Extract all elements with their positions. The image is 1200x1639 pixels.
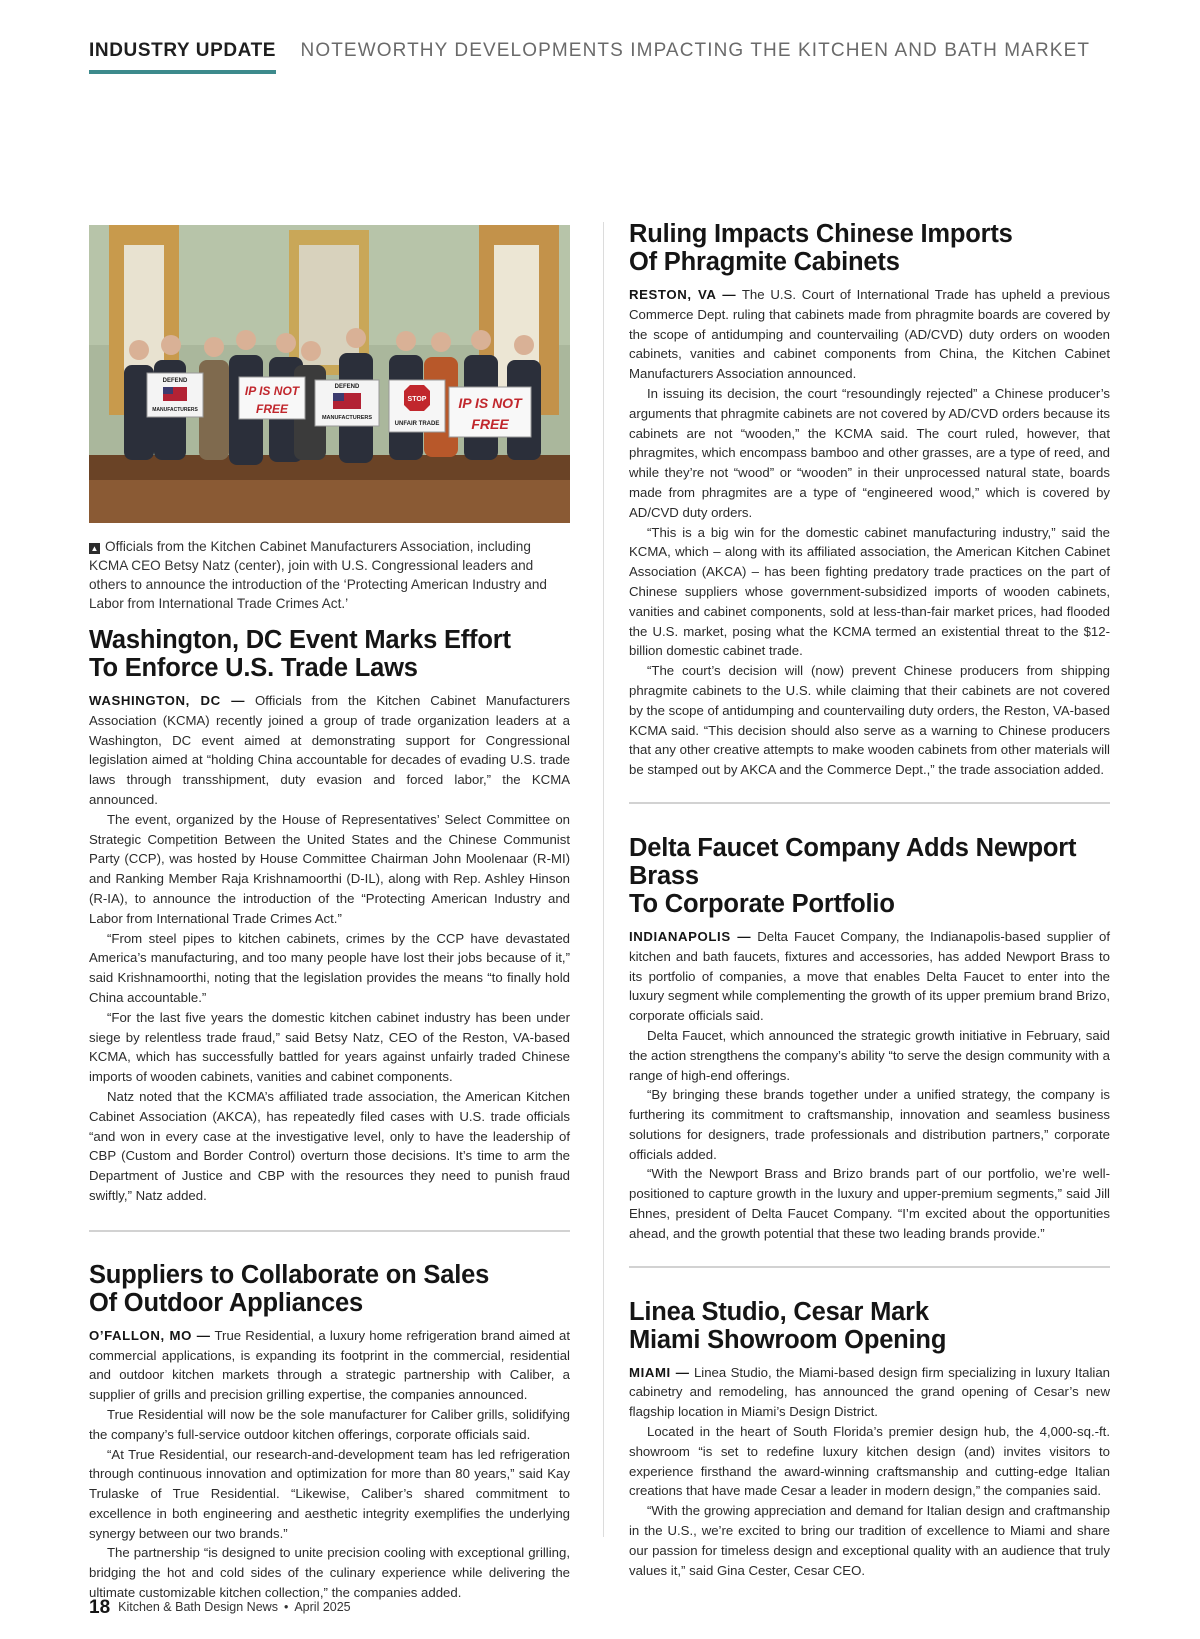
sign-ip-text-2: IP IS NOT [458,395,522,411]
issue-date: April 2025 [294,1600,351,1614]
headline-line-2: Of Outdoor Appliances [89,1288,363,1317]
dateline: MIAMI — [629,1364,690,1380]
dateline: O’FALLON, MO — [89,1327,211,1343]
sign-free-text-1: FREE [255,402,289,416]
paragraph: Delta Faucet Company, the Indianapolis-based supplier of kitchen and bath faucets, fixtures and accessories, has added Newport Brass to its portfolio of companies, a move that enables Delta Faucet to enter into the luxury segment while complementing the growth of its upper premium brand Brizo, corporate officials said. [629,928,1110,1024]
sign-stop-unfair-trade [389,380,445,432]
sign-defend-1-bottom: MANUFACTURERS [152,407,198,413]
headline-line-2: To Enforce U.S. Trade Laws [89,654,418,682]
article-linea [629,1298,1110,1581]
sign-defend-2-top: DEFEND [334,384,360,390]
paragraph: In issuing its decision, the court “resoundingly rejected” a Chinese producer’s arguments that phragmite cabinets are not covered by AD/CVD orders because its cabinets are not “wooden,” the KCMA said. The court ruled, however, that phragmites, which encompass bamboo and other grasses, are a type of reed, and while they’re not “wood” or “wooden” in their unprocessed natural state, boards made from phragmites are a type of “engineered wood,” which is covered by AD/CVD duty orders. [629,385,1110,520]
paragraph: Officials from the Kitchen Cabinet Manufacturers Association (KCMA) recently joined a group of trade organization leaders at a Washington, DC event aimed at demonstrating support for Congressional legislation aimed at “holding China accountable for decades of evading U.S. trade laws through transshipment, duty evasion and forced labor,” the KCMA announced. [89,693,571,807]
right-column [629,220,1110,1580]
article-ruling-headline [629,220,1110,276]
article-washington [89,626,570,1206]
headline-line-2: To Corporate Portfolio [629,889,895,918]
sign-defend-1-top: DEFEND [162,378,188,384]
article-delta [629,834,1110,1244]
section-label: INDUSTRY UPDATE [89,40,276,74]
section-tagline: NOTEWORTHY DEVELOPMENTS IMPACTING THE KITCHEN AND BATH MARKET [300,40,1091,61]
paragraph: “This is a big win for the domestic cabinet manufacturing industry,” said the KCMA, which – along with its affiliated association, the American Kitchen Cabinet Association (AKCA) – has been fighting predatory trade practices on the part of Chinese suppliers whose government-subsidized imports of wooden cabinets, vanities and cabinet components, sold at less-than-fair market prices, had flooded the U.S. market, posing what the KCMA termed an existential threat to the $12-billion domestic cabinet trade. [629,524,1110,659]
article-washington-body [89,691,570,1206]
sign-ip-not-free-2 [449,387,531,437]
article-ruling-body [629,285,1110,780]
sign-ip-text-1: IP IS NOT [244,384,300,398]
sign-unfair-trade-text: UNFAIR TRADE [394,421,440,427]
article-suppliers-headline [89,1261,570,1317]
paragraph: True Residential, a luxury home refrigeration brand aimed at commercial applications, is expanding its footprint in the commercial, residential and outdoor kitchen markets through a strategic partnership with Caliber, a supplier of grills and precision grilling expertise, the companies announced. [89,1327,570,1403]
article-separator [89,1230,570,1232]
headline-line-1: Washington, DC Event Marks Effort [89,626,511,654]
footer-separator: • [283,1600,289,1614]
publication-name: Kitchen & Bath Design News [118,1600,278,1614]
headline-line-2: Of Phragmite Cabinets [629,248,900,276]
sign-stop-text: STOP [407,396,427,403]
paragraph: “With the growing appreciation and demand for Italian design and craftmanship in the U.S., we’re excited to bring our tradition of excellence to Miami and share our passion for timeless design and exceptional quality with an audience that truly values it,” said Gina Cester, Cesar CEO. [629,1503,1110,1578]
paragraph: “The court’s decision will (now) prevent Chinese producers from shipping phragmite cabinets to the U.S. while claiming that their cabinets are not covered by the scope of antidumping and countervailing duty orders, the Reston, VA-based KCMA said. “This decision should also serve as a warning to Chinese producers that any other creative attempts to make wooden cabinets from other materials will be stamped out by AKCA and the Commerce Dept.,” the trade association added. [629,663,1110,778]
article-ruling [629,220,1110,780]
masthead [89,40,1129,76]
article-linea-headline [629,1298,1110,1354]
paragraph: “With the Newport Brass and Brizo brands part of our portfolio, we’re well-positioned to capture growth in the luxury and upper-premium segments,” said Jill Ehnes, president of Delta Faucet Company. “I’m excited about the opportunities ahead, and the growth potential that these two leading brands provide.” [629,1166,1110,1241]
sign-defend-2 [315,380,379,426]
paragraph: Delta Faucet, which announced the strategic growth initiative in February, said the action strengthens the company’s ability “to serve the design community with a range of high-end offerings. [629,1027,1110,1083]
paragraph: The partnership “is designed to unite precision cooling with exceptional grilling, bridging the hot and cold sides of the culinary experience while delivering the ultimate customizable kitchen collection,” the companies added. [89,1545,570,1601]
paragraph: “For the last five years the domestic kitchen cabinet industry has been under siege by relentless trade fraud,” said Betsy Natz, CEO of the Reston, VA-based KCMA, which has successfully battled for years against unfairly traded Chinese imports of wooden cabinets, vanities and cabinet components. [89,1009,570,1085]
sign-ip-not-free-1 [239,377,305,419]
article-suppliers-body [89,1326,570,1603]
article-separator [629,802,1110,804]
paragraph: “At True Residential, our research-and-development team has led refrigeration through continuous innovation and optimization for more than 80 years,” said Kay Trulaske of True Residential. “Likewise, Caliber’s shared commitment to excellence in both engineering and aesthetic integrity exemplifies the underlying synergy between our two brands.” [89,1446,570,1541]
article-linea-body [629,1363,1110,1581]
paragraph: True Residential will now be the sole manufacturer for Caliber grills, solidifying the company’s full-service outdoor kitchen offerings, corporate officials said. [89,1406,570,1442]
headline-line-1: Delta Faucet Company Adds Newport Brass [629,833,1077,890]
left-column [89,225,570,1603]
article-washington-headline [89,626,570,682]
page-footer [89,1597,351,1619]
event-photo-illustration [89,225,570,523]
paragraph: The U.S. Court of International Trade has upheld a previous Commerce Dept. ruling that cabinets made from phragmite boards are covered by the scope of antidumping and countervailing (AD/CVD) duty orders on wooden cabinets, vanities and cabinet components from China, the Kitchen Cabinet Manufacturers Association announced. [629,287,1110,382]
photo-caption [89,537,570,613]
paragraph: The event, organized by the House of Representatives’ Select Committee on Strategic Competition Between the United States and the Chinese Communist Party (CCP), was hosted by House Committee Chairman John Moolenaar (R-MI) and Ranking Member Raja Krishnamoorthi (D-IL), along with Rep. Ashley Hinson (R-IA), to announce the introduction of the “Protecting American Industry and Labor from International Trade Crimes Act.” [89,811,570,926]
page-number: 18 [89,1597,111,1618]
paragraph: Linea Studio, the Miami-based design firm specializing in luxury Italian cabinetry and remodeling, has announced the grand opening of Cesar’s new flagship location in Miami’s Design District. [629,1364,1110,1420]
article-suppliers [89,1261,570,1603]
camera-icon: ▲ [90,544,99,553]
dateline: WASHINGTON, DC — [89,693,246,708]
sign-free-text-2: FREE [471,416,509,432]
headline-line-1: Linea Studio, Cesar Mark [629,1297,929,1326]
article-delta-headline [629,834,1110,918]
paragraph: “By bringing these brands together under a unified strategy, the company is furthering its commitment to craftsmanship, innovation and seamless business solutions for designers, trade professionals and distribution partners,” corporate officials added. [629,1087,1110,1162]
headline-line-2: Miami Showroom Opening [629,1325,947,1354]
headline-line-1: Ruling Impacts Chinese Imports [629,220,1013,248]
dateline: RESTON, VA — [629,287,737,302]
article-delta-body [629,927,1110,1244]
paragraph: Natz noted that the KCMA’s affiliated trade association, the American Kitchen Cabinet Association (AKCA), has repeatedly filed cases with U.S. trade officials “and won in every case at the investigative level, only to have the leadership of CBP (Custom and Border Control) overturn those decisions. It’s time to arm the Department of Justice and CBP with the resources they need to punish fraud swiftly,” Natz added. [89,1088,570,1203]
sign-defend-1 [147,373,203,417]
paragraph: “From steel pipes to kitchen cabinets, crimes by the CCP have devastated America’s manufacturing, and too many people have lost their jobs because of it,” said Krishnamoorthi, noting that the legislation provides the means “to finally hold China accountable.” [89,930,570,1005]
dateline: INDIANAPOLIS — [629,928,752,944]
article-separator [629,1266,1110,1268]
event-photo [89,225,570,523]
headline-line-1: Suppliers to Collaborate on Sales [89,1260,490,1289]
column-divider [603,222,604,1537]
paragraph: Located in the heart of South Florida’s premier design hub, the 4,000-sq.-ft. showroom “is set to redefine luxury kitchen design (and) invites visitors to experience firsthand the award-winning craftsmanship and cutting-edge Italian creations that have made Cesar a leader in modern design,” the companies said. [629,1424,1110,1499]
sign-defend-2-bottom: MANUFACTURERS [321,415,373,421]
caption-text: Officials from the Kitchen Cabinet Manufacturers Association, including KCMA CEO Betsy Natz (center), join with U.S. Congressional leaders and others to announce the introduction of the ‘Protecting American Industry and Labor from International Trade Crimes Act.’ [89,539,547,611]
